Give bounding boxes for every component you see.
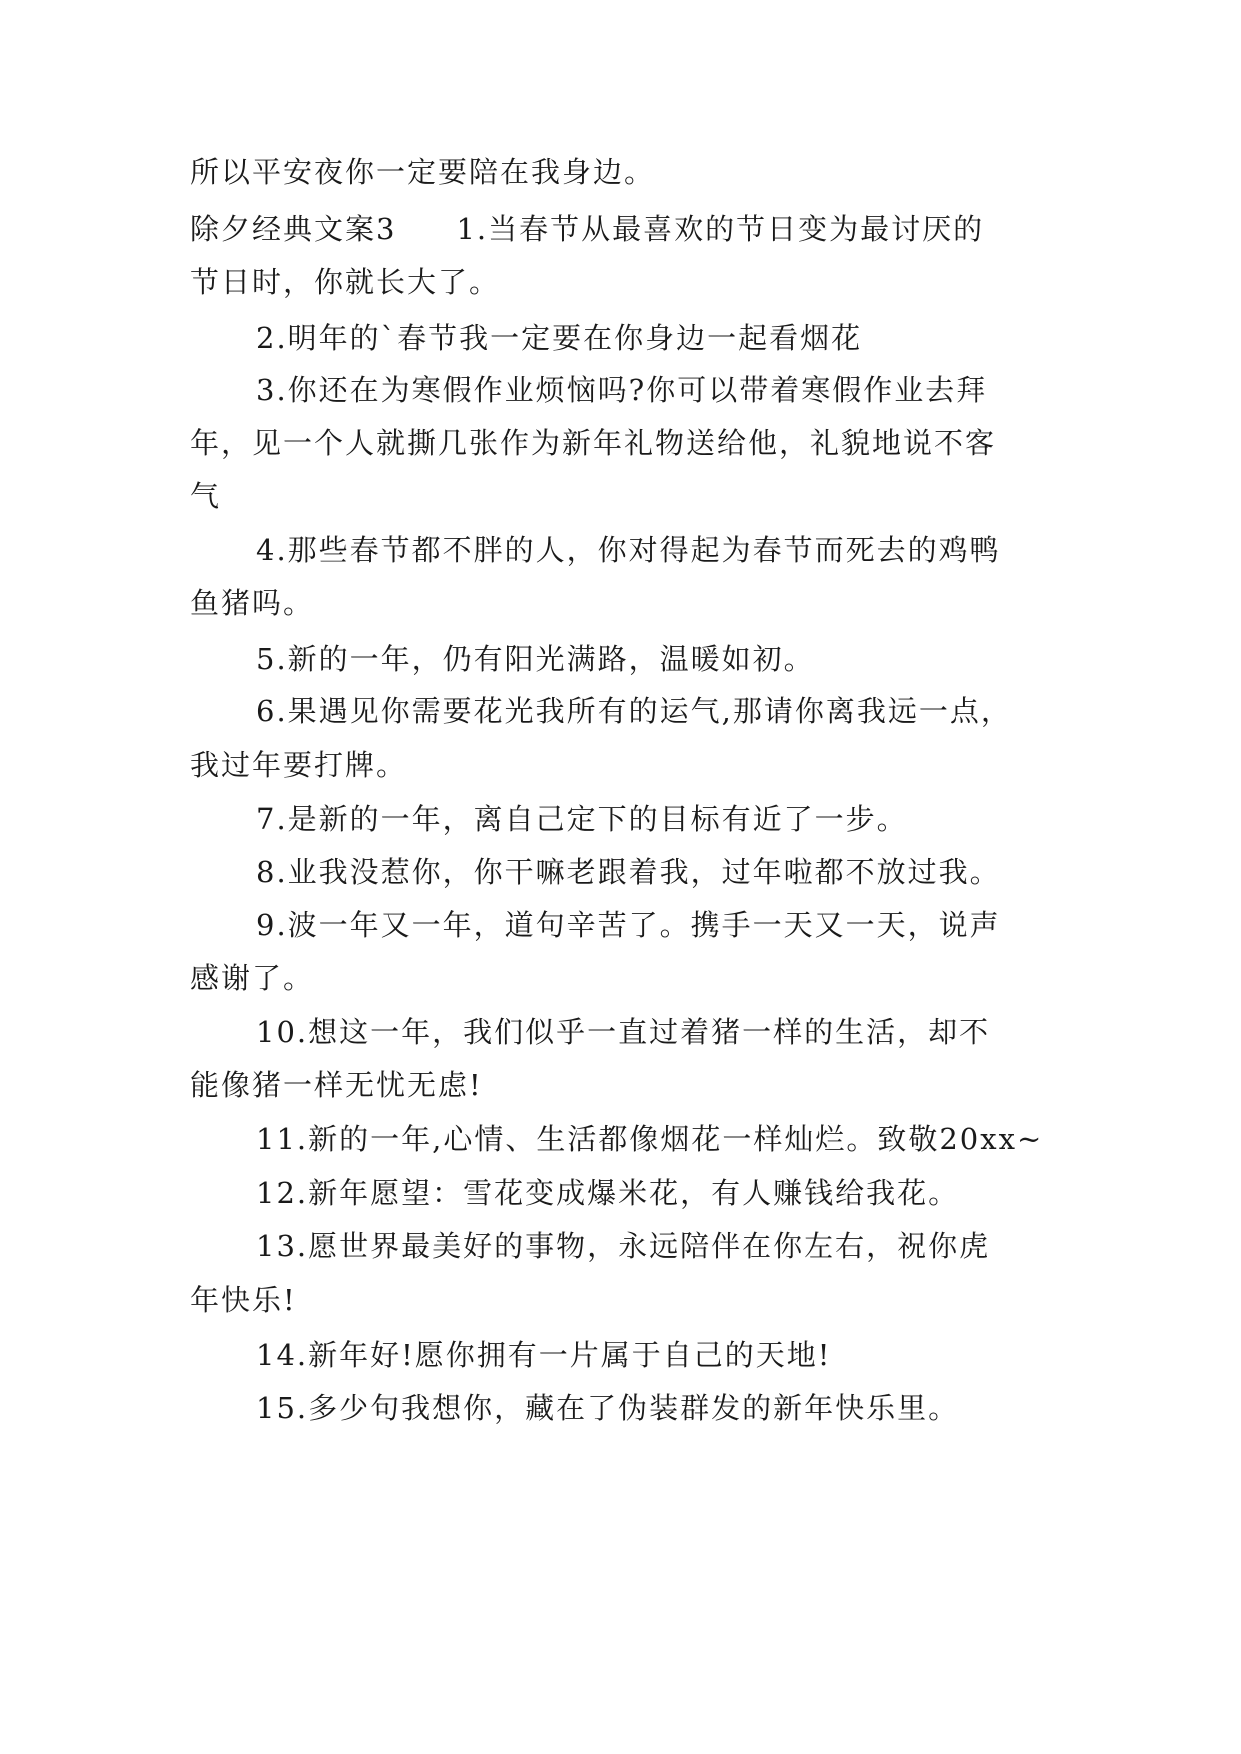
- list-item: 7.是新的一年，离自己定下的目标有近了一步。: [256, 802, 908, 836]
- list-item: 8.业我没惹你，你干嘛老跟着我，过年啦都不放过我。: [256, 855, 1001, 889]
- text-line: 气: [190, 479, 222, 513]
- text-line: 我过年要打牌。: [190, 748, 408, 782]
- list-item: 10.想这一年，我们似乎一直过着猪一样的生活，却不: [256, 1015, 991, 1049]
- list-item: 15.多少句我想你，藏在了伪装群发的新年快乐里。: [256, 1391, 960, 1425]
- text-line: 所以平安夜你一定要陪在我身边。: [190, 155, 656, 189]
- list-item: 1.当春节从最喜欢的节日变为最讨厌的: [456, 212, 985, 246]
- list-item: 9.波一年又一年，道句辛苦了。携手一天又一天，说声: [256, 908, 1001, 942]
- text-line: 鱼猪吗。: [190, 586, 315, 620]
- list-item: 5.新的一年，仍有阳光满路，温暖如初。: [256, 642, 815, 676]
- text-line: 感谢了。: [190, 961, 315, 995]
- text-line: 节日时，你就长大了。: [190, 265, 501, 299]
- list-item: 14.新年好!愿你拥有一片属于自己的天地!: [256, 1338, 832, 1372]
- text-line: 能像猪一样无忧无虑!: [190, 1068, 483, 1102]
- list-item: 6.果遇见你需要花光我所有的运气,那请你离我远一点，: [256, 694, 1012, 728]
- text-line: 年，见一个人就撕几张作为新年礼物送给他，礼貌地说不客: [190, 426, 997, 460]
- list-item: 2.明年的`春节我一定要在你身边一起看烟花: [256, 321, 863, 355]
- list-item: 11.新的一年,心情、生活都像烟花一样灿烂。致敬20xx~: [256, 1122, 1044, 1156]
- section-heading: 除夕经典文案3: [190, 212, 397, 246]
- list-item: 3.你还在为寒假作业烦恼吗?你可以带着寒假作业去拜: [256, 373, 988, 407]
- list-item: 12.新年愿望：雪花变成爆米花，有人赚钱给我花。: [256, 1176, 960, 1210]
- list-item: 13.愿世界最美好的事物，永远陪伴在你左右，祝你虎: [256, 1229, 991, 1263]
- list-item: 4.那些春节都不胖的人，你对得起为春节而死去的鸡鸭: [256, 533, 1001, 567]
- text-line: 年快乐!: [190, 1283, 297, 1317]
- section-heading-line: [190, 212, 985, 246]
